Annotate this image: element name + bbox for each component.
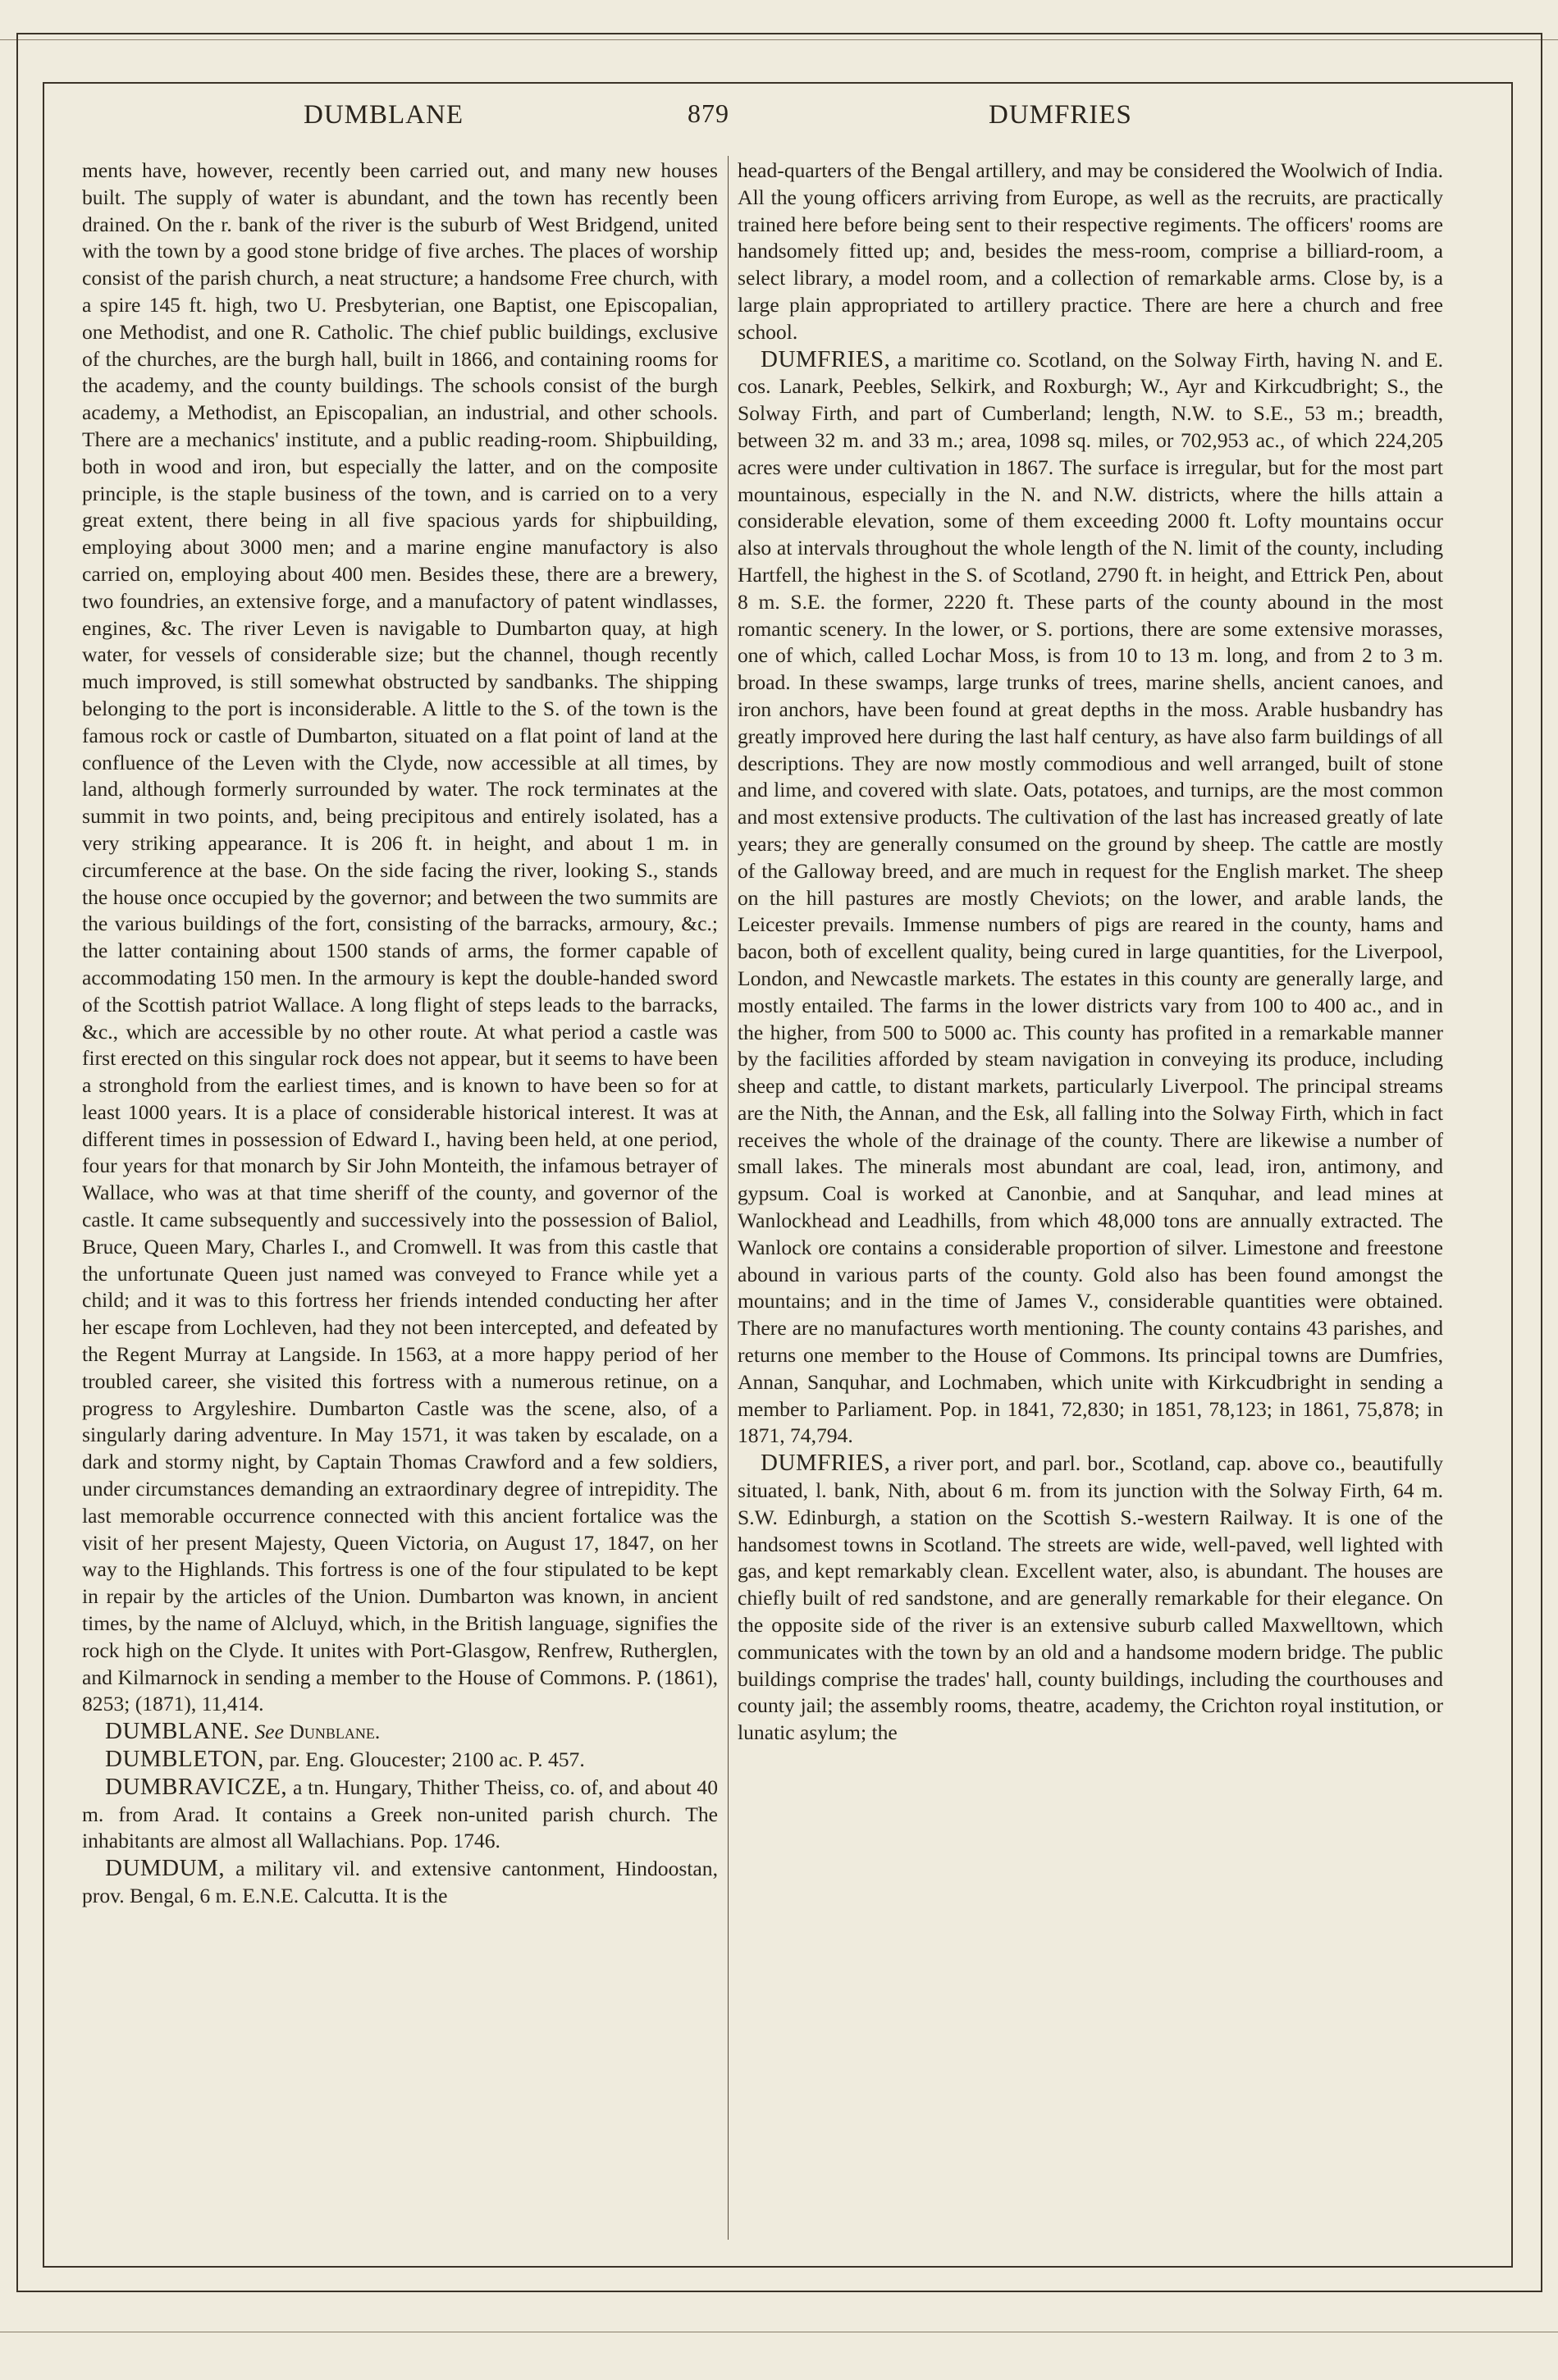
entry-headword: DUMBLETON, bbox=[105, 1746, 264, 1773]
header-left-word: DUMBLANE bbox=[304, 100, 464, 130]
right-column bbox=[738, 158, 1443, 2241]
entry-dumfries-county bbox=[738, 346, 1443, 1450]
entry-body: a tn. Hungary, Thither Theiss, co. of, and about 40 m. from Arad. It contains a Greek non-united parish church. The inhabitants are almost all Wallachians. Pop. 1746. bbox=[82, 1775, 718, 1853]
entry-body: a military vil. and extensive cantonment, Hindoostan, prov. Bengal, 6 m. E.N.E. Calcutta. It is the bbox=[82, 1857, 718, 1907]
entry-body: par. Eng. Gloucester; 2100 ac. P. 457. bbox=[269, 1747, 585, 1772]
entry-headword: DUMBLANE. bbox=[105, 1718, 250, 1745]
page-number: 879 bbox=[688, 98, 729, 128]
entry-body: a river port, and parl. bor., Scotland, cap. above co., beautifully situated, l. bank, Nith, about 6 m. from its junction with the Solway Firth, 64 m. S.W. Edinburgh, a station on the Scottish S.-western Railway. It is one of the handsomest towns in Scotland. The streets are wide, well-paved, well lighted with gas, and kept remarkably clean. Excellent water, also, is abundant. The houses are chiefly built of red sandstone, and are generally remarkable for their elegance. On the opposite side of the river is an extensive suburb called Maxwelltown, which communicates with the town by an old and a handsome modern bridge. The public buildings comprise the trades' hall, county buildings, including the courthouses and county jail; the assembly rooms, theatre, academy, the Crichton royal institution, or lunatic asylum; the bbox=[738, 1451, 1443, 1745]
header-right-word: DUMFRIES bbox=[989, 100, 1132, 130]
continued-paragraph: head-quarters of the Bengal artillery, and may be considered the Woolwich of India. All the young officers arriving from Europe, as well as the recruits, are practically trained here before being sent to their respective regiments. The officers' rooms are handsomely fitted up; and, besides the mess-room, comprise a billiard-room, a select library, a model room, and a collection of remarkable arms. Close by, is a large plain appropriated to artillery practice. There are here a church and free school. bbox=[738, 158, 1443, 344]
entry-dumbravicze bbox=[82, 1774, 718, 1855]
entry-dumbleton bbox=[82, 1746, 718, 1774]
entry-headword: DUMFRIES, bbox=[761, 345, 891, 372]
entry-dumfries-town bbox=[738, 1450, 1443, 1747]
entry-headword: DUMFRIES, bbox=[761, 1450, 891, 1477]
see-reference-label: See bbox=[254, 1720, 285, 1744]
entry-body: a maritime co. Scotland, on the Solway Firth, having N. and E. cos. Lanark, Peebles, Selkirk, and Roxburgh; W., Ayr and Kirkcudbright; S., the Solway Firth, and part of Cumberland; length, N.W. to S.E., 53 m.; breadth, between 32 m. and 33 m.; area, 1098 sq. miles, or 702,953 ac., of which 224,205 acres were under cultivation in 1867. The surface is irregular, but for the most part mountainous, especially in the N. and N.W. districts, where the hills attain a considerable elevation, some of them exceeding 2000 ft. Lofty mountains occur also at intervals throughout the whole length of the N. limit of the county, including Hartfell, the highest in the S. of Scotland, 2790 ft. in height, and Ettrick Pen, about 8 m. S.E. the former, 2220 ft. These parts of the county abound in the most romantic scenery. In the lower, or S. portions, there are some extensive morasses, one of which, called Lochar Moss, is from 10 to 13 m. long, and from 2 to 3 m. broad. In these swamps, large trunks of trees, marine shells, ancient canoes, and iron anchors, have been found at great depths in the moss. Arable husbandry has greatly improved here during the last half century, as have also farm buildings of all descriptions. They are now mostly commodious and well arranged, built of stone and lime, and covered with slate. Oats, potatoes, and turnips, are the most common and most extensive products. The cultivation of the last has increased greatly of late years; they are generally consumed on the ground by sheep. The cattle are mostly of the Galloway breed, and are much in request for the English market. The sheep on the hill pastures are mostly Cheviots; on the lower, and arable lands, the Leicester prevails. Immense numbers of pigs are reared in the county, hams and bacon, both of excellent quality, being cured in large quantities, for the Liverpool, London, and Newcastle markets. The estates in this county are generally large, and mostly entailed. The farms in the lower districts vary from 100 to 400 ac., and in the higher, from 500 to 5000 ac. This county has profited in a remarkable manner by the facilities afforded by steam navigation in conveying its produce, including sheep and cattle, to distant markets, particularly Liverpool. The principal streams are the Nith, the Annan, and the Esk, all falling into the Solway Firth, which in fact receives the whole of the drainage of the county. There are likewise a number of small lakes. The minerals most abundant are coal, lead, iron, antimony, and gypsum. Coal is worked at Canonbie, and at Sanquhar, and lead mines at Wanlockhead and Leadhills, from which 48,000 tons are annually extracted. The Wanlock ore contains a considerable proportion of silver. Limestone and freestone abound in various parts of the county. Gold also has been found amongst the mountains; and in the time of James V., considerable quantities were obtained. There are no manufactures worth mentioning. The county contains 43 parishes, and returns one member to the House of Commons. Its principal towns are Dumfries, Annan, Sanquhar, and Lochmaben, which unite with Kirkcudbright in sending a member to Parliament. Pop. in 1841, 72,830; in 1851, 78,123; in 1861, 75,878; in 1871, 74,794. bbox=[738, 347, 1443, 1448]
cross-reference: Dunblane. bbox=[289, 1720, 381, 1744]
left-column bbox=[82, 158, 718, 2241]
continued-paragraph: ments have, however, recently been carried out, and many new houses built. The supply of water is abundant, and the town has recently been drained. On the r. bank of the river is the suburb of West Bridgend, united with the town by a good stone bridge of five arches. The places of worship consist of the parish church, a neat structure; a handsome Free church, with a spire 145 ft. high, two U. Presbyterian, one Baptist, one Episcopalian, one Methodist, and one R. Catholic. The chief public buildings, exclusive of the churches, are the burgh hall, built in 1866, and containing rooms for the academy, and the county buildings. The schools consist of the burgh academy, a Methodist, an Episcopalian, an industrial, and other schools. There are a mechanics' institute, and a public reading-room. Shipbuilding, both in wood and iron, but especially the latter, and on the composite principle, is the staple business of the town, and is carried on to a very great extent, there being in all five spacious yards for shipbuilding, employing about 3000 men; and a marine engine manufactory is also carried on, employing about 400 men. Besides these, there are a brewery, two foundries, an extensive forge, and a manufactory of patent windlasses, engines, &c. The river Leven is navigable to Dumbarton quay, at high water, for vessels of considerable size; but the channel, though recently much improved, is still somewhat obstructed by sandbanks. The shipping belonging to the port is inconsiderable. A little to the S. of the town is the famous rock or castle of Dumbarton, situated on a flat point of land at the confluence of the Leven with the Clyde, now accessible at all times, by land, although formerly surrounded by water. The rock terminates at the summit in two points, and, being precipitous and entirely isolated, has a very striking appearance. It is 206 ft. in height, and about 1 m. in circumference at the base. On the side facing the river, looking S., stands the house once occupied by the governor; and between the two summits are the various buildings of the fort, consisting of the barracks, armoury, &c.; the latter containing about 1500 stands of arms, the former capable of accommodating 150 men. In the armoury is kept the double-handed sword of the Scottish patriot Wallace. A long flight of steps leads to the barracks, &c., which are accessible by no other route. At what period a castle was first erected on this singular rock does not appear, but it seems to have been a stronghold from the earliest times, and is known to have been so for at least 1000 years. It is a place of considerable historical interest. It was at different times in possession of Edward I., having been held, at one period, four years for that monarch by Sir John Monteith, the infamous betrayer of Wallace, who was at that time sheriff of the county, and governor of the castle. It came subsequently and successively into the possession of Baliol, Bruce, Queen Mary, Charles I., and Cromwell. It was from this castle that the unfortunate Queen just named was conveyed to France while yet a child; and it was to this fortress her friends intended conducting her after her escape from Lochleven, had they not been intercepted, and defeated by the Regent Murray at Langside. In 1563, at a more happy period of her troubled career, she visited this fortress with a numerous retinue, on a progress to Argyleshire. Dumbarton Castle was the scene, also, of a singularly daring adventure. In May 1571, it was taken by escalade, on a dark and stormy night, by Captain Thomas Crawford and a few soldiers, under circumstances demanding an extraordinary degree of intrepidity. The last memorable occurrence connected with this ancient fortalice was the visit of her present Majesty, Queen Victoria, on August 17, 1847, on her way to the Highlands. This fortress is one of the four stipulated to be kept in repair by the articles of the Union. Dumbarton was known, in ancient times, by the name of Alcluyd, which, in the British language, signifies the rock high on the Clyde. It unites with Port-Glasgow, Renfrew, Rutherglen, and Kilmarnock in sending a member to the House of Commons. P. (1861), 8253; (1871), 11,414. bbox=[82, 158, 718, 1716]
running-header bbox=[57, 97, 1485, 146]
entry-headword: DUMBRAVICZE, bbox=[105, 1773, 288, 1800]
entry-headword: DUMDUM, bbox=[105, 1855, 226, 1882]
entry-dumblane bbox=[82, 1718, 718, 1746]
entry-dumdum bbox=[82, 1855, 718, 1910]
column-divider bbox=[728, 156, 729, 2240]
